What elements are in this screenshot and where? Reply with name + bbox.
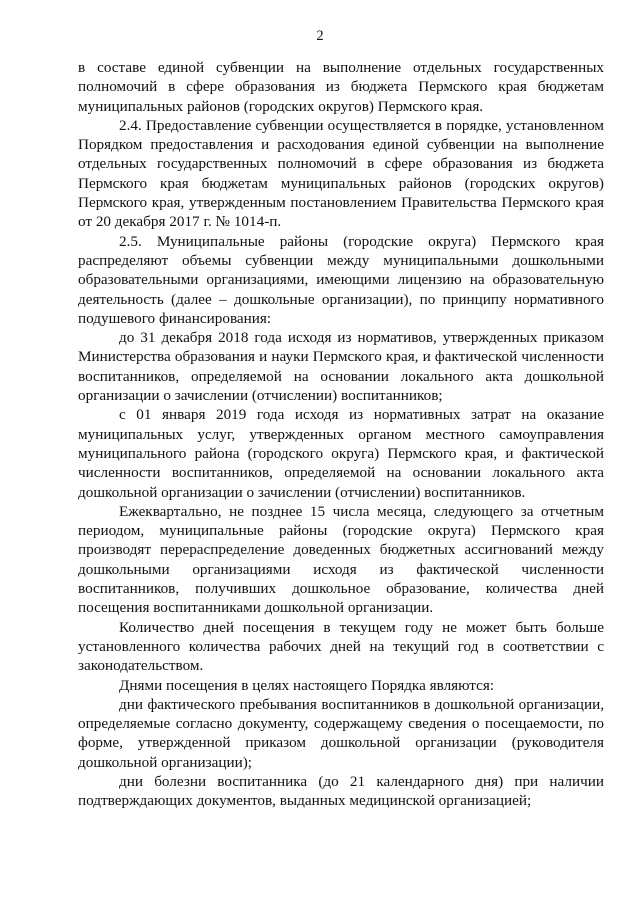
document-body bbox=[78, 58, 604, 811]
page-number: 2 bbox=[316, 28, 324, 44]
paragraph-from-2019: с 01 января 2019 года исходя из нормативных затрат на оказание муниципальных услуг, утвержденных органом местного самоуправления муниципального района (городского округа) Пермского края, и фактической численности воспитанников, определяемой на основании локального акта дошкольной организации о зачислении (отчислении) воспитанников. bbox=[78, 406, 604, 501]
paragraph-quarterly: Ежеквартально, не позднее 15 числа месяца, следующего за отчетным периодом, муниципальные районы (городские округа) Пермского края производят перераспределение доведенных бюджетных ассигнований между дошкольными организациями исходя из фактической численности воспитанников, получивших дошкольное образование, количества дней посещения воспитанниками дошкольной организации. bbox=[78, 502, 604, 617]
paragraph-2-4: 2.4. Предоставление субвенции осуществляется в порядке, установленном Порядком предоставления и расходования единой субвенции на выполнение отдельных государственных полномочий в сфере образования из бюджета Пермского края бюджетам муниципальных районов (городских округов) Пермского края, утвержденным постановлением Правительства Пермского края от 20 декабря 2017 г. № 1014-п. bbox=[78, 116, 604, 231]
paragraph-days-limit: Количество дней посещения в текущем году не может быть больше установленного количества рабочих дней на текущий год в соответствии с законодательством. bbox=[78, 618, 604, 675]
paragraph-attendance-days-intro: Днями посещения в целях настоящего Порядка являются: bbox=[119, 676, 495, 694]
paragraph-continuation: в составе единой субвенции на выполнение отдельных государственных полномочий в сфере образования из бюджета Пермского края бюджетам муниципальных районов (городских округов) Пермского края. bbox=[78, 59, 604, 115]
paragraph-2-5: 2.5. Муниципальные районы (городские округа) Пермского края распределяют объемы субвенции между муниципальными дошкольными образовательными организациями, имеющими лицензию на образовательную деятельность (далее – дошкольные организации), по принципу нормативного подушевого финансирования: bbox=[78, 232, 604, 327]
paragraph-until-2018: до 31 декабря 2018 года исходя из нормативов, утвержденных приказом Министерства образования и науки Пермского края, и фактической численности воспитанников, определяемой на основании локального акта дошкольной организации о зачислении (отчислении) воспитанников; bbox=[78, 329, 604, 405]
paragraph-actual-stay-days: дни фактического пребывания воспитанников в дошкольной организации, определяемые согласно документу, содержащему сведения о посещаемости, по форме, утвержденной приказом дошкольной организации (руководителя дошкольной организации); bbox=[78, 695, 604, 771]
paragraph-sick-days: дни болезни воспитанника (до 21 календарного дня) при наличии подтверждающих документов, выданных медицинской организацией; bbox=[78, 772, 604, 810]
